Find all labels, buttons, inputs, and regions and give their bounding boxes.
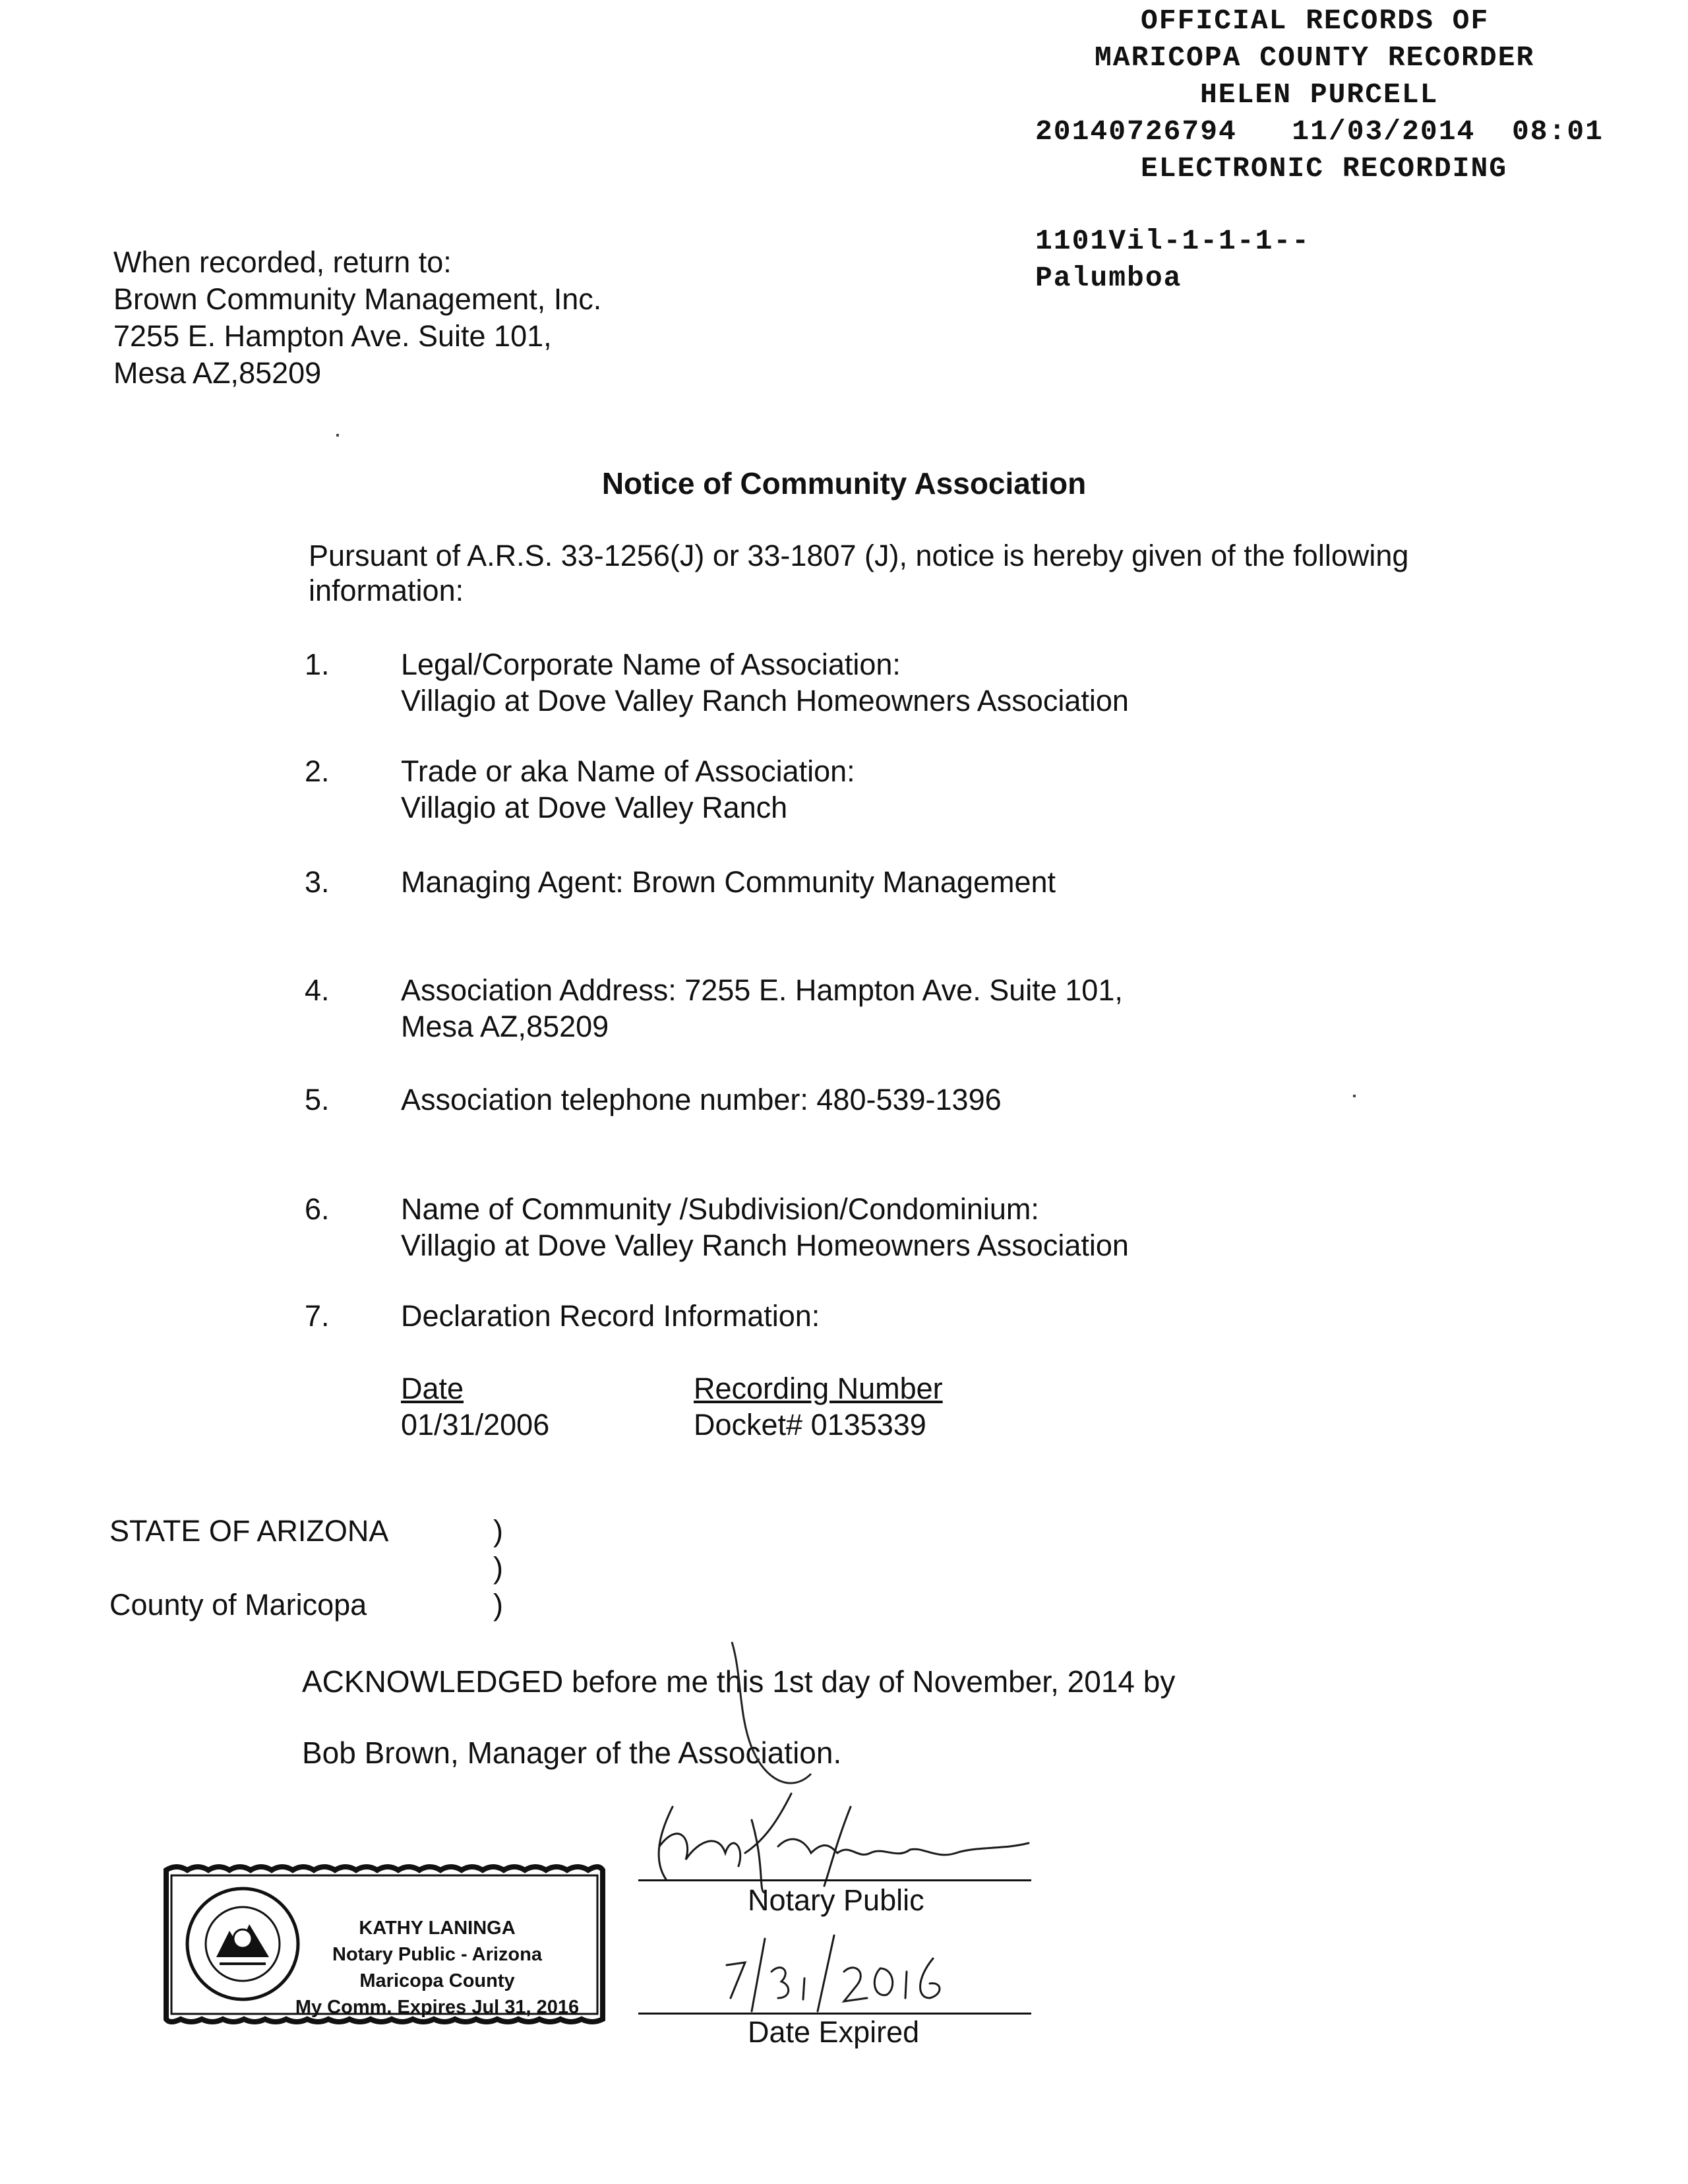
recording-stamp-line: [1035, 113, 1681, 150]
notary-seal-stamp: [157, 1861, 611, 2027]
item-label: Trade or aka Name of Association:: [401, 754, 855, 788]
venue-state: STATE OF ARIZONA: [109, 1514, 389, 1548]
item-value: Mesa AZ,85209: [401, 1010, 609, 1043]
item-number: 2.: [305, 754, 330, 788]
recording-header-line1: OFFICIAL RECORDS OF: [1141, 5, 1490, 37]
item-number: 1.: [305, 648, 330, 681]
recorder-name: HELEN PURCELL: [1200, 78, 1439, 111]
item-label: Legal/Corporate Name of Association:: [401, 648, 901, 681]
item-number: 3.: [305, 865, 330, 899]
recording-ref-name: Palumboa: [1035, 262, 1182, 294]
recording-number-value: Docket# 0135339: [694, 1408, 926, 1441]
item-number: 4.: [305, 973, 330, 1007]
declaration-date-value: 01/31/2006: [401, 1408, 550, 1441]
item-number: 5.: [305, 1083, 330, 1116]
item-value: Villagio at Dove Valley Ranch Homeowners Association: [401, 1228, 1129, 1262]
notary-public-label: Notary Public: [748, 1883, 924, 1917]
recording-number-header: Recording Number: [694, 1372, 943, 1405]
intro-paragraph: Pursuant of A.R.S. 33-1256(J) or 33-1807 (J), notice is hereby given of the following information:: [309, 539, 1409, 607]
item-label: Name of Community /Subdivision/Condominium:: [401, 1192, 1039, 1226]
declaration-date-header: Date: [401, 1372, 464, 1405]
seal-text: [282, 1915, 592, 2020]
item-number: 7.: [305, 1299, 330, 1333]
notary-title: Notary Public - Arizona: [332, 1944, 542, 1965]
return-to-city: Mesa AZ,85209: [113, 356, 322, 390]
venue-block: [109, 1513, 388, 1623]
return-to-company: Brown Community Management, Inc.: [113, 282, 602, 316]
recording-header-line2: MARICOPA COUNTY RECORDER: [1095, 42, 1535, 74]
date-expired-label: Date Expired: [748, 2015, 920, 2049]
item-number: 6.: [305, 1192, 330, 1226]
date-expired-line: [638, 2013, 1031, 2015]
notary-county: Maricopa County: [359, 1970, 515, 1991]
recording-ref-code: 1101Vil-1-1-1--: [1035, 225, 1311, 257]
recording-type: ELECTRONIC RECORDING: [1141, 152, 1508, 185]
item-label: Declaration Record Information:: [401, 1299, 820, 1333]
notary-name: KATHY LANINGA: [359, 1918, 516, 1939]
recording-reference: [1035, 223, 1310, 297]
handwritten-expiry-date: [719, 1926, 956, 2018]
acknowledgment-line1: ACKNOWLEDGED before me this 1st day of November, 2014 by: [302, 1664, 1176, 1699]
item-value: Villagio at Dove Valley Ranch Homeowners Association: [401, 684, 1129, 717]
return-to-block: [113, 244, 601, 392]
venue-brackets: [493, 1513, 503, 1623]
recording-header: [1035, 3, 1681, 187]
item-label: Managing Agent: Brown Community Management: [401, 865, 1056, 899]
return-to-street: 7255 E. Hampton Ave. Suite 101,: [113, 319, 552, 353]
item-label: Association Address: 7255 E. Hampton Ave. Suite 101,: [401, 973, 1123, 1007]
item-label: Association telephone number: 480-539-1396: [401, 1083, 1002, 1116]
declaration-number-column: [694, 1370, 943, 1443]
notary-expiration: My Comm. Expires Jul 31, 2016: [295, 1997, 580, 2018]
signature-line: [638, 1879, 1031, 1881]
recording-date: 11/03/2014: [1292, 115, 1476, 148]
venue-paren: ): [493, 1588, 503, 1622]
speck-mark: [1353, 1095, 1356, 1097]
speck-mark: [336, 434, 339, 437]
document-number: 20140726794: [1035, 115, 1237, 148]
acknowledgment-line2: Bob Brown, Manager of the Association.: [302, 1736, 842, 1770]
recording-time: 08:01: [1511, 115, 1604, 148]
venue-paren: ): [493, 1514, 503, 1548]
venue-paren: ): [493, 1551, 503, 1585]
return-to-label: When recorded, return to:: [113, 245, 452, 279]
item-value: Villagio at Dove Valley Ranch: [401, 791, 788, 824]
document-title: Notice of Community Association: [601, 466, 1087, 501]
venue-county: County of Maricopa: [109, 1588, 367, 1622]
declaration-date-column: [401, 1370, 549, 1443]
notary-signature: [633, 1780, 1042, 1899]
